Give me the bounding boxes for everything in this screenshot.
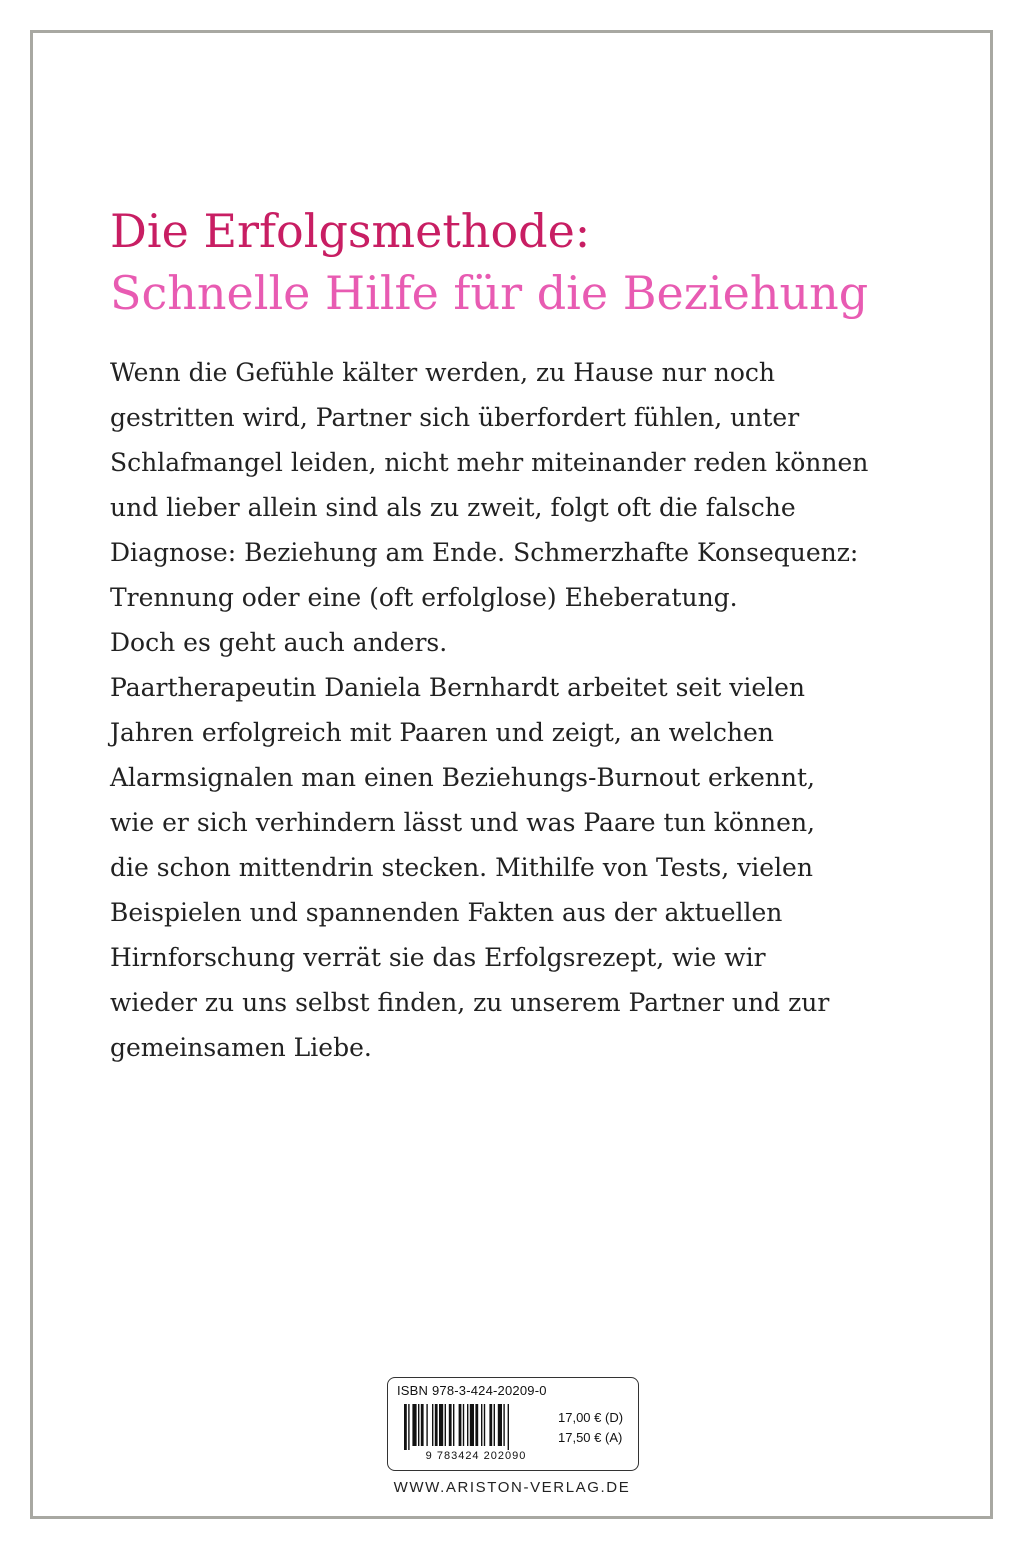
headline-line-2: Schnelle Hilfe für die Beziehung — [110, 266, 869, 320]
blurb-line: Beispielen und spannenden Fakten aus der aktuellen — [110, 898, 783, 927]
barcode-bar — [467, 1404, 468, 1446]
barcode-bar — [445, 1404, 446, 1446]
isbn-label: ISBN 978-3-424-20209-0 — [397, 1383, 547, 1398]
blurb-line: Schlafmangel leiden, nicht mehr miteinander reden können — [110, 448, 869, 477]
barcode-bar — [449, 1404, 452, 1446]
barcode-bar — [498, 1404, 502, 1446]
price-block — [558, 1408, 623, 1448]
price-germany: 17,00 € (D) — [558, 1410, 624, 1425]
barcode-bar — [418, 1404, 419, 1446]
blurb-line: wie er sich verhindern lässt und was Paare tun können, — [110, 808, 815, 837]
barcode-bar — [453, 1404, 454, 1446]
blurb-line: wieder zu uns selbst finden, zu unserem Partner und zur — [110, 988, 830, 1017]
price-austria: 17,50 € (A) — [558, 1430, 623, 1445]
blurb-line: Trennung oder eine (oft erfolglose) Eheberatung. — [110, 583, 738, 612]
blurb-line: gemeinsamen Liebe. — [110, 1033, 372, 1062]
barcode-bar — [503, 1404, 504, 1446]
blurb-line: Paartherapeutin Daniela Bernhardt arbeitet seit vielen — [110, 673, 806, 702]
barcode-bar — [463, 1404, 464, 1446]
blurb-line: Alarmsignalen man einen Beziehungs-Burnout erkennt, — [110, 763, 815, 792]
barcode-bar — [421, 1404, 424, 1446]
barcode-bar — [412, 1404, 416, 1446]
barcode-icon — [402, 1404, 550, 1460]
blurb-line: Wenn die Gefühle kälter werden, zu Hause nur noch — [110, 358, 775, 387]
barcode-bar — [408, 1404, 409, 1450]
isbn-barcode-box — [387, 1377, 639, 1471]
barcode-bar — [435, 1404, 438, 1446]
blurb-line: Diagnose: Beziehung am Ende. Schmerzhafte Konsequenz: — [110, 538, 859, 567]
headline-line-1: Die Erfolgsmethode: — [110, 204, 591, 258]
barcode-bar — [439, 1404, 443, 1446]
blurb-line: Jahren erfolgreich mit Paaren und zeigt, an welchen — [110, 718, 774, 747]
barcode-bar — [432, 1404, 433, 1446]
barcode-bar — [494, 1404, 495, 1446]
publisher-website: WWW.ARISTON-VERLAG.DE — [393, 1479, 631, 1496]
barcode-bar — [484, 1404, 485, 1446]
blurb-line: gestritten wird, Partner sich überfordert fühlen, unter — [110, 403, 800, 432]
barcode-bar — [470, 1404, 474, 1446]
barcode-bar — [426, 1404, 427, 1446]
barcode-bar — [404, 1404, 407, 1450]
barcode-bar — [459, 1404, 462, 1446]
blurb-line: die schon mittendrin stecken. Mithilfe von Tests, vielen — [110, 853, 813, 882]
barcode-bar — [489, 1404, 492, 1446]
headline — [110, 200, 970, 324]
barcode-digits: 9 783424 202090 — [425, 1450, 527, 1460]
blurb-line: und lieber allein sind als zu zweit, folgt oft die falsche — [110, 493, 796, 522]
barcode-bar — [475, 1404, 478, 1446]
barcode-bar — [508, 1404, 509, 1450]
blurb-line: Doch es geht auch anders. — [110, 628, 448, 657]
blurb-text — [110, 350, 940, 1070]
blurb-line: Hirnforschung verrät sie das Erfolgsrezept, wie wir — [110, 943, 766, 972]
barcode-bar — [481, 1404, 482, 1446]
